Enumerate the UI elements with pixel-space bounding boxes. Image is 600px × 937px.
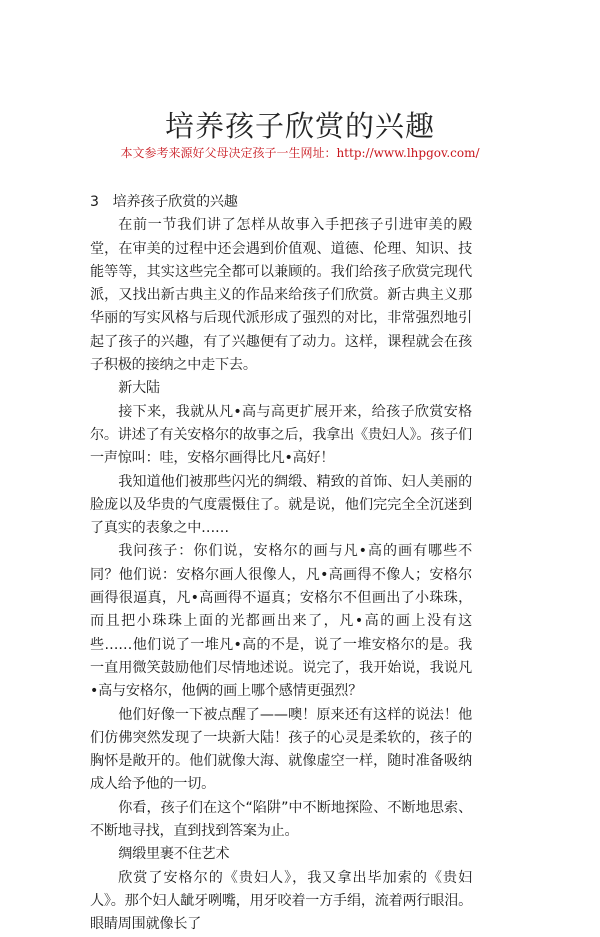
paragraph: 我问孩子：你们说，安格尔的画与凡•高的画有哪些不同？他们说：安格尔画人很像人，凡•高画得不像人；安格尔画得很逼真，凡•高画得不逼真；安格尔不但画出了小珠珠，而且把小珠珠上面的光都画出来了，凡•高的画上没有这些……他们说了一堆凡•高的不是，说了一堆安格尔的是。我一直用微笑鼓励他们尽情地述说。说完了，我开始说，我说凡•高与安格尔，他俩的画上哪个感情更强烈？	[90, 543, 472, 700]
paragraph: 在前一节我们讲了怎样从故事入手把孩子引进审美的殿堂，在审美的过程中还会遇到价值观、道德、伦理、知识、技能等等，其实这些完全都可以兼顾的。我们给孩子欣赏完现代派，又找出新古典主义的作品来给孩子们欣赏。新古典主义那华丽的写实风格与后现代派形成了强烈的对比，非常强烈地引起了孩子的兴趣，有了兴趣便有了动力。这样，课程就会在孩子积极的接纳之中走下去。	[90, 217, 472, 374]
subheading-silk: 绸缎里裹不住艺术	[118, 846, 230, 863]
paragraph: 我知道他们被那些闪光的绸缎、精致的首饰、妇人美丽的脸庞以及华贵的气度震慑住了。就是说，他们完完全全沉迷到了真实的表象之中……	[90, 473, 472, 537]
paragraph: 欣赏了安格尔的《贵妇人》，我又拿出毕加索的《贵妇人》。那个妇人龇牙咧嘴，用牙咬着一方手绢，流着两行眼泪。眼睛周围就像长了	[90, 869, 472, 933]
document-body	[90, 191, 472, 937]
paragraph: 你看，孩子们在这个“陷阱”中不断地探险、不断地思索、不断地寻找，直到找到答案为止。	[90, 799, 472, 840]
paragraph: 他们好像一下被点醒了——噢！原来还有这样的说法！他们仿佛突然发现了一块新大陆！孩子的心灵是柔软的，孩子的胸怀是敞开的。他们就像大海、就像虚空一样，随时准备吸纳成人给予他的一切。	[90, 706, 472, 793]
source-url-line: 本文参考来源好父母决定孩子一生网址：http://www.lhpgov.com/	[120, 146, 480, 160]
section-heading: 3 培养孩子欣赏的兴趣	[90, 194, 238, 210]
document-title: 培养孩子欣赏的兴趣	[164, 109, 435, 143]
subheading-new-continent: 新大陆	[118, 380, 160, 397]
paragraph: 接下来，我就从凡•高与高更扩展开来，给孩子欣赏安格尔。讲述了有关安格尔的故事之后，我拿出《贵妇人》。孩子们一声惊叫：哇，安格尔画得比凡•高好！	[90, 403, 472, 467]
